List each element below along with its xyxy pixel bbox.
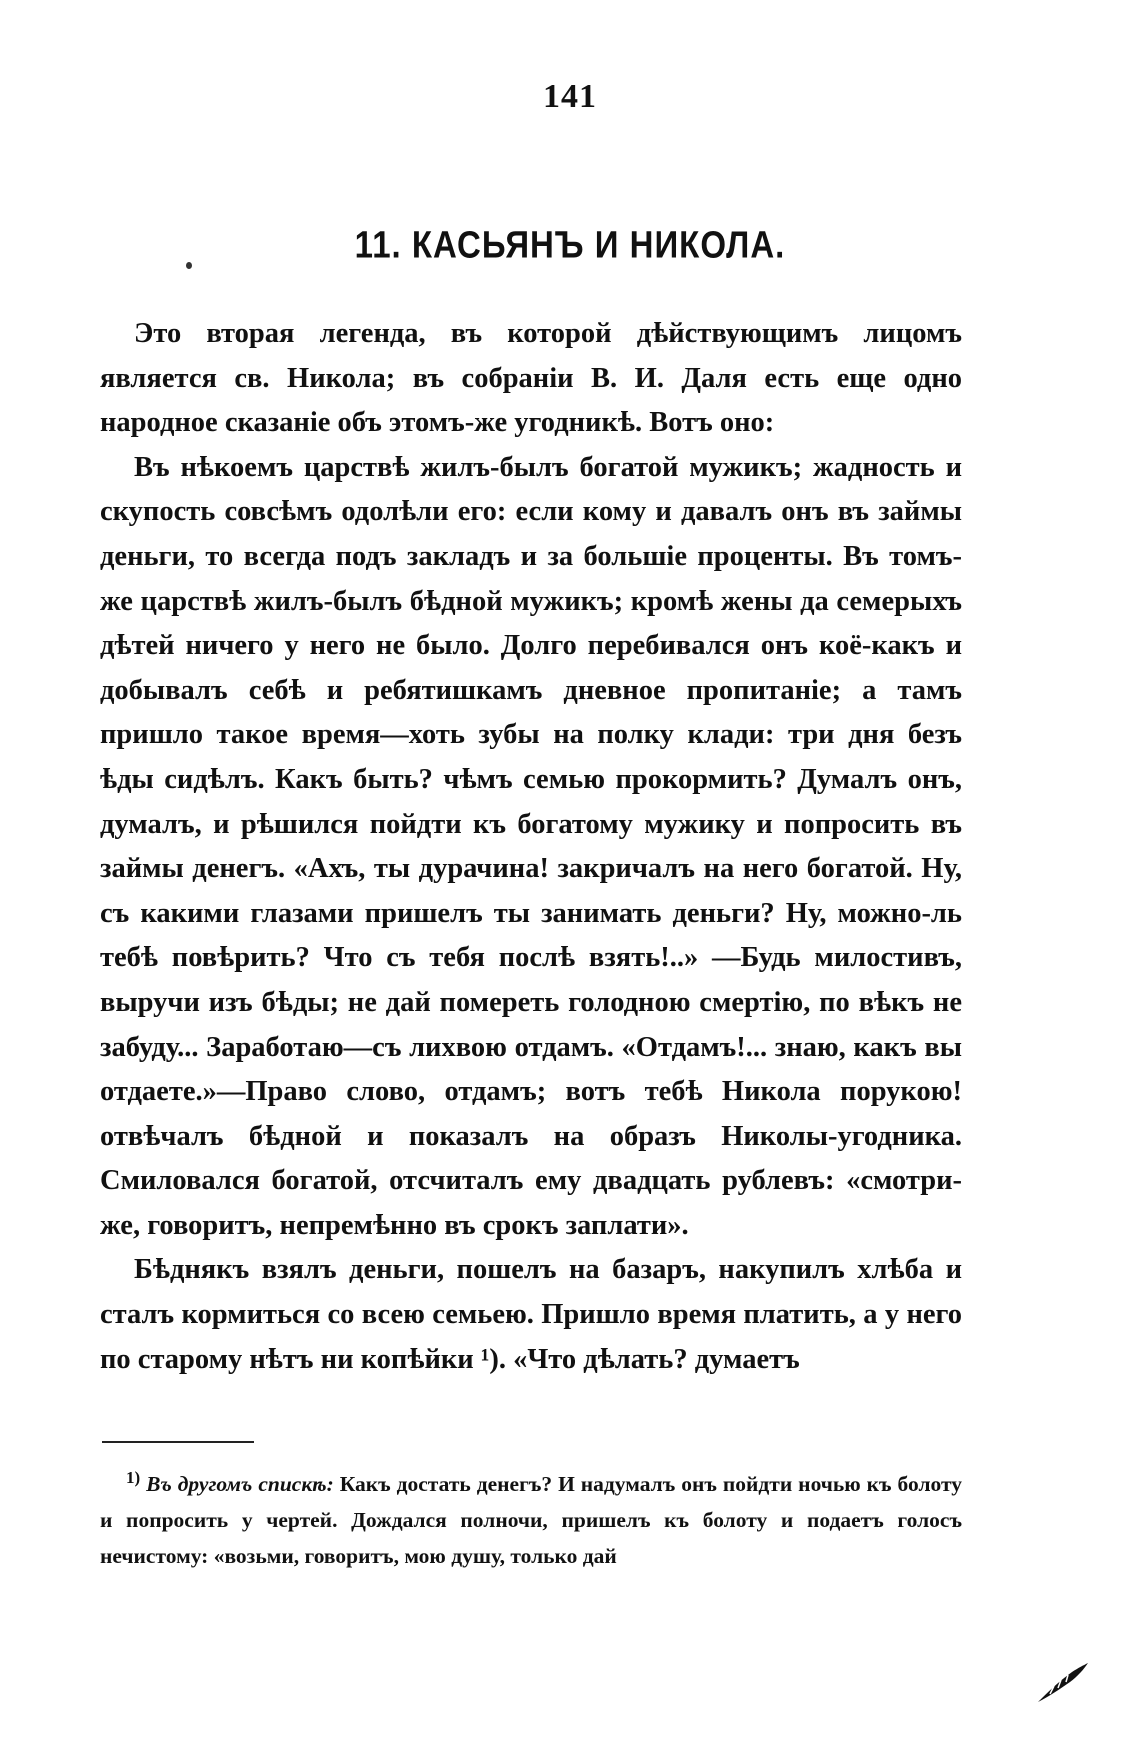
paragraph: Бѣднякъ взялъ деньги, пошелъ на базаръ, накупилъ хлѣба и сталъ кормиться со всею семьею. Пришло время платить, а у него по старому нѣтъ ни копѣйки ¹). «Что дѣлать? думаетъ bbox=[100, 1254, 962, 1375]
main-text bbox=[100, 312, 962, 1382]
footnote bbox=[100, 1466, 962, 1574]
footnote-divider bbox=[102, 1441, 254, 1443]
quill-icon bbox=[1036, 1660, 1090, 1704]
paragraph: Это вторая легенда, въ которой дѣйствующимъ лицомъ является св. Никола; въ собраніи В. И. Даля есть еще одно народное сказаніе объ этомъ-же угодникѣ. Вотъ оно: bbox=[100, 318, 962, 439]
footnote-marker: 1) bbox=[126, 1467, 141, 1487]
page-number: 141 bbox=[543, 78, 597, 115]
footnote-text: Какъ достать денегъ? И надумалъ онъ пойдти ночью къ болоту и попросить у чертей. Дождался полночи, пришелъ къ болоту и подаетъ голосъ нечистому: «возьми, говоритъ, мою душу, только дай bbox=[100, 1472, 963, 1568]
footnote-label: Въ другомъ спискѣ: bbox=[146, 1472, 334, 1496]
paragraph: Въ нѣкоемъ царствѣ жилъ-былъ богатой мужикъ; жадность и скупость совсѣмъ одолѣли его: если кому и давалъ онъ въ займы деньги, то всегда подъ закладъ и за большіе проценты. Въ томъ-же царствѣ жилъ-былъ бѣдной мужикъ; кромѣ жены да семерыхъ дѣтей ничего у него не было. Долго перебивался онъ коё-какъ и добывалъ себѣ и ребятишкамъ дневное пропитаніе; а тамъ пришло такое время—хоть зубы на полку клади: три дня безъ ѣды сидѣлъ. Какъ быть? чѣмъ семью прокормить? Думалъ онъ, думалъ, и рѣшился пойдти къ богатому мужику и попросить въ займы денегъ. «Ахъ, ты дурачина! закричалъ на него богатой. Ну, съ какими глазами пришелъ ты занимать деньги? Ну, можно-ль тебѣ повѣрить? Что съ тебя послѣ взять!..» —Будь милостивъ, выручи изъ бѣды; не дай помереть голодною смертію, по вѣкъ не забуду... Заработаю—съ лихвою отдамъ. «Отдамъ!... знаю, какъ вы отдаете.»—Право слово, отдамъ; вотъ тебѣ Никола порукою! отвѣчалъ бѣдной и показалъ на образъ Николы-угодника. Смиловался богатой, отсчиталъ ему двадцать рублевъ: «смотри-же, говоритъ, непремѣнно въ срокъ заплати». bbox=[100, 451, 962, 1241]
chapter-title: 11. КАСЬЯНЪ И НИКОЛА. bbox=[354, 223, 786, 266]
